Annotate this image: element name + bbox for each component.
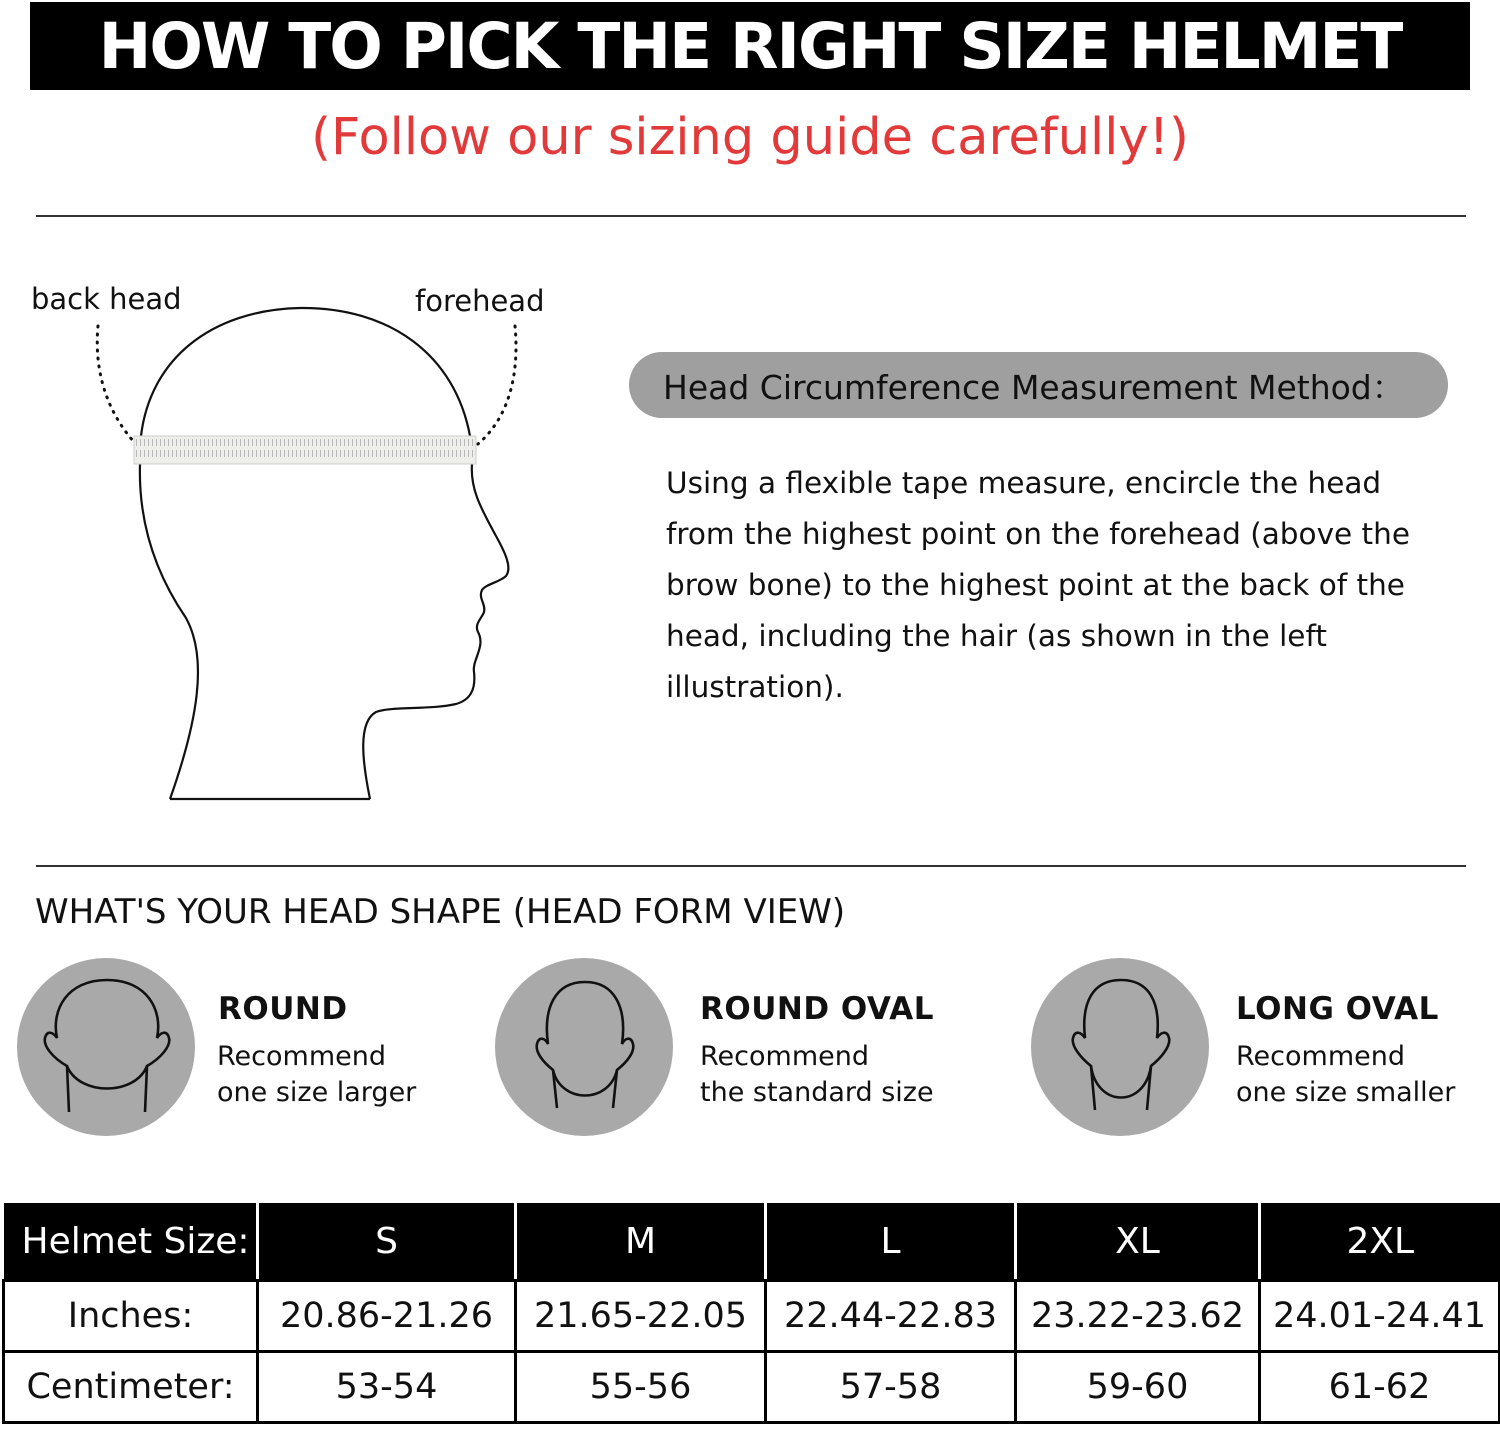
round-oval-head-icon bbox=[495, 958, 673, 1136]
head-outline bbox=[141, 308, 470, 436]
size-header-cell: S bbox=[258, 1203, 516, 1281]
size-header-cell: L bbox=[766, 1203, 1016, 1281]
forehead-label: forehead bbox=[415, 284, 545, 318]
table-cell: 23.22-23.62 bbox=[1016, 1281, 1260, 1352]
size-header-cell: 2XL bbox=[1260, 1203, 1500, 1281]
size-chart-table bbox=[2, 1203, 1500, 1424]
row-label: Inches: bbox=[4, 1281, 258, 1352]
table-cell: 61-62 bbox=[1260, 1352, 1500, 1423]
table-row bbox=[4, 1281, 1500, 1352]
shape-desc-line: Recommend bbox=[700, 1041, 869, 1072]
table-cell: 22.44-22.83 bbox=[766, 1281, 1016, 1352]
back-outline bbox=[140, 464, 198, 799]
head-shape-heading: WHAT'S YOUR HEAD SHAPE (HEAD FORM VIEW) bbox=[35, 892, 846, 932]
shape-desc-line: the standard size bbox=[700, 1077, 934, 1108]
method-line: from the highest point on the forehead (above the bbox=[666, 517, 1410, 551]
shape-desc-long-oval bbox=[1236, 1039, 1455, 1111]
table-cell: 55-56 bbox=[516, 1352, 766, 1423]
shape-desc-round bbox=[217, 1039, 416, 1111]
table-row bbox=[4, 1352, 1500, 1423]
table-cell: 21.65-22.05 bbox=[516, 1281, 766, 1352]
row-label: Centimeter: bbox=[4, 1352, 258, 1423]
method-heading-pill bbox=[629, 352, 1448, 418]
method-line: head, including the hair (as shown in the left bbox=[666, 619, 1327, 653]
round-head-icon bbox=[17, 958, 195, 1136]
tape-measure-ticks bbox=[134, 436, 476, 464]
shape-desc-line: one size smaller bbox=[1236, 1077, 1456, 1108]
method-line: brow bone) to the highest point at the back of the bbox=[666, 568, 1405, 602]
back-guide-dots bbox=[97, 326, 134, 442]
head-profile-illustration bbox=[0, 0, 600, 820]
divider-middle bbox=[36, 865, 1466, 867]
method-description bbox=[666, 458, 1426, 713]
size-header-cell: M bbox=[516, 1203, 766, 1281]
shape-name-long-oval: LONG OVAL bbox=[1236, 991, 1439, 1027]
table-cell: 53-54 bbox=[258, 1352, 516, 1423]
shape-desc-line: one size larger bbox=[217, 1077, 417, 1108]
shape-name-round: ROUND bbox=[218, 991, 348, 1027]
table-cell: 57-58 bbox=[766, 1352, 1016, 1423]
table-header-label: Helmet Size: bbox=[4, 1203, 258, 1281]
face-outline bbox=[363, 464, 508, 799]
shape-name-round-oval: ROUND OVAL bbox=[700, 991, 935, 1027]
page-title: HOW TO PICK THE RIGHT SIZE HELMET bbox=[98, 9, 1402, 83]
shape-desc-line: Recommend bbox=[1236, 1041, 1405, 1072]
table-header-row bbox=[4, 1203, 1500, 1281]
page-subtitle: (Follow our sizing guide carefully!) bbox=[311, 108, 1189, 167]
method-heading: Head Circumference Measurement Method： bbox=[663, 367, 1405, 407]
table-cell: 20.86-21.26 bbox=[258, 1281, 516, 1352]
shape-desc-line: Recommend bbox=[217, 1041, 386, 1072]
size-header-cell: XL bbox=[1016, 1203, 1260, 1281]
method-line: illustration). bbox=[666, 670, 844, 704]
table-cell: 59-60 bbox=[1016, 1352, 1260, 1423]
method-line: Using a flexible tape measure, encircle the head bbox=[666, 466, 1382, 500]
table-cell: 24.01-24.41 bbox=[1260, 1281, 1500, 1352]
forehead-guide-dots bbox=[478, 326, 516, 444]
back-head-label: back head bbox=[31, 282, 182, 316]
shape-desc-round-oval bbox=[700, 1039, 934, 1111]
long-oval-head-icon bbox=[1031, 958, 1209, 1136]
